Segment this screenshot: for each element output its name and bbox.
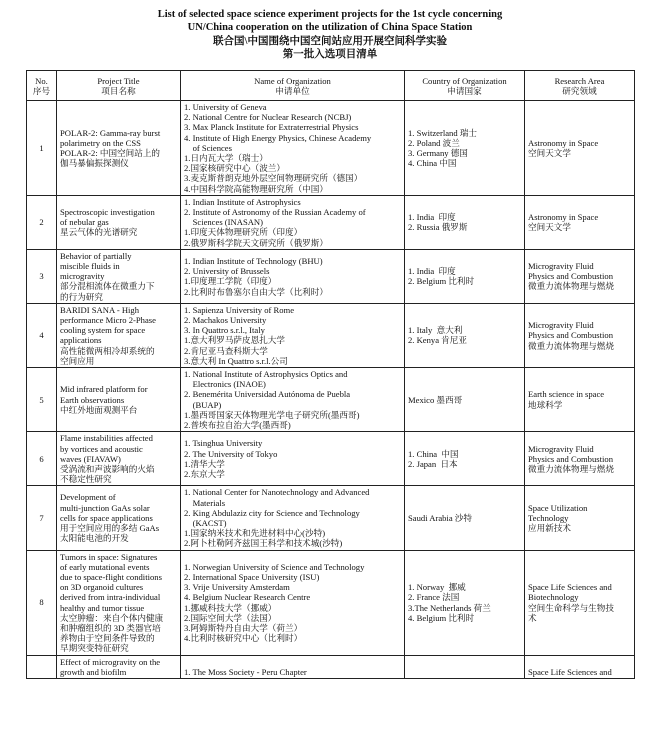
title-line-2: UN/China cooperation on the utilization of China Space Station: [187, 22, 473, 33]
org-line: 1.国家纳米技术和先进材料中心(沙特): [184, 528, 326, 539]
title-line: derived from intra-individual: [60, 592, 161, 603]
org-line: 2. University of Brussels: [184, 266, 270, 277]
title-line: POLAR-2: 中国空间站上的: [60, 147, 161, 158]
area-line: Earth science in space: [528, 389, 605, 400]
org-line: 1. The Moss Society - Peru Chapter: [184, 666, 307, 677]
country-line: 1. India 印度: [408, 212, 456, 223]
cell-title: [57, 368, 181, 432]
cell-no: 5: [27, 368, 57, 432]
title-line: performance Micro 2-Phase: [60, 315, 156, 326]
org-line: 2.比利时布鲁塞尔自由大学（比利时）: [184, 286, 328, 297]
org-line: Materials: [184, 497, 226, 508]
country-line: 1. India 印度: [408, 266, 456, 277]
org-line: 1.印度理工学院（印度）: [184, 276, 277, 287]
area-line: Space Life Sciences and: [528, 666, 612, 677]
table-row: [27, 432, 635, 486]
cell-no: 7: [27, 486, 57, 550]
org-line: 2. National Centre for Nuclear Research (NCBJ): [184, 112, 352, 123]
org-line: 2. King Abdulaziz city for Science and Technology: [184, 507, 360, 518]
cell-org: [181, 101, 405, 196]
country-line: 2. Belgium 比利时: [408, 276, 475, 287]
cell-org: [181, 303, 405, 367]
title-line: 空间应用: [60, 355, 95, 366]
title-line: on 3D organoid cultures: [60, 582, 144, 593]
area-line: Physics and Combustion: [528, 330, 613, 341]
org-line: 2.国际空间大学（法国）: [184, 612, 277, 623]
area-line: Microgravity Fluid: [528, 261, 594, 272]
org-line: 4.比利时核研究中心（比利时）: [184, 633, 303, 644]
title-line: Mid infrared platform for: [60, 384, 148, 395]
org-line: 1. University of Geneva: [184, 102, 267, 112]
table-row: [27, 368, 635, 432]
cell-no: 8: [27, 550, 57, 655]
org-line: 3.阿姆斯特丹自由大学（荷兰）: [184, 622, 303, 633]
country-line: 2. France 法国: [408, 592, 460, 603]
org-line: 1. Indian Institute of Technology (BHU): [184, 255, 323, 266]
cell-country: [405, 368, 525, 432]
country-line: 1. Norway 挪威: [408, 582, 466, 593]
country-line: 1. Switzerland 瑞士: [408, 127, 477, 138]
cell-area: [525, 195, 635, 249]
title-line: by vortices and acoustic: [60, 443, 143, 454]
cell-area: [525, 101, 635, 196]
title-line: Tumors in space: Signatures: [60, 551, 158, 562]
title-line: Behavior of partially: [60, 250, 132, 261]
area-line: Astronomy in Space: [528, 137, 599, 148]
area-line: 微重力流体物理与燃烧: [528, 463, 614, 474]
title-line: 太阳能电池的开发: [60, 533, 129, 544]
title-line-3: 联合国\中国围绕中国空间站应用开展空间科学实验: [213, 36, 447, 47]
title-line: Flame instabilities affected: [60, 433, 153, 444]
country-line: 3.The Netherlands 荷兰: [408, 602, 491, 613]
header-title: Project Title 项目名称: [57, 71, 181, 101]
org-line: 4. Institute of High Energy Physics, Chinese Academy: [184, 132, 372, 143]
cell-area: [525, 303, 635, 367]
cell-country: [405, 550, 525, 655]
table-row: [27, 195, 635, 249]
org-line: 1. National Institute of Astrophysics Optics and: [184, 369, 348, 380]
cell-area: [525, 368, 635, 432]
area-line: Microgravity Fluid: [528, 443, 594, 454]
cell-title: [57, 432, 181, 486]
org-line: 2.肯尼亚马查科斯大学: [184, 345, 268, 356]
table-row: [27, 303, 635, 367]
title-line: 太空肿瘤：来自个体内健康: [60, 612, 164, 623]
org-line: 2. Benemérita Universidad Autónoma de Puebla: [184, 389, 351, 400]
cell-country: [405, 101, 525, 196]
org-line: 2. International Space University (ISU): [184, 571, 320, 582]
cell-area: [525, 486, 635, 550]
org-line: 2. Institute of Astronomy of the Russian Academy of: [184, 207, 366, 218]
table-row: [27, 655, 635, 678]
title-line: 的行为研究: [60, 291, 103, 302]
cell-country: [405, 249, 525, 303]
cell-country: [405, 486, 525, 550]
table-row: [27, 249, 635, 303]
org-line: 1.日内瓦大学（瑞士）: [184, 153, 268, 164]
title-line: of nebular gas: [60, 217, 109, 228]
org-line: 3.麦克斯普朗克地外层空间物理研究所（德国）: [184, 173, 363, 184]
org-line: 1.意大利罗马萨皮恩扎大学: [184, 335, 285, 346]
cell-title: [57, 101, 181, 196]
title-line: microgravity: [60, 271, 105, 282]
area-line: Physics and Combustion: [528, 453, 613, 464]
table-row: [27, 101, 635, 196]
title-line: growth and biofilm: [60, 666, 127, 677]
area-line: Technology: [528, 512, 569, 523]
org-line: 3. Max Planck Institute for Extraterrestrial Physics: [184, 122, 359, 133]
title-line: 不稳定性研究: [60, 474, 112, 485]
country-line: 3. Germany 德国: [408, 147, 468, 158]
cell-no: [27, 655, 57, 678]
area-line: 空间生命科学与生物技: [528, 602, 614, 613]
cell-org: [181, 432, 405, 486]
org-line: Electronics (INAOE): [184, 379, 266, 390]
country-line: 2. Kenya 肯尼亚: [408, 335, 467, 346]
country-line: 2. Japan 日本: [408, 458, 458, 469]
cell-area: [525, 550, 635, 655]
title-line: due to space-flight conditions: [60, 571, 162, 582]
cell-org: [181, 368, 405, 432]
area-line: 术: [528, 612, 537, 623]
org-line: 1.印度天体物理研究所（印度）: [184, 227, 303, 238]
title-line: 中红外地面观测平台: [60, 404, 138, 415]
org-line: 1. Tsinghua University: [184, 438, 263, 449]
org-line: 1.清华大学: [184, 458, 225, 469]
country-line: 2. Poland 波兰: [408, 137, 460, 148]
org-line: [184, 657, 401, 667]
org-line: 2.阿卜杜勒阿齐兹国王科学和技术城(沙特): [184, 538, 343, 549]
cell-no: 2: [27, 195, 57, 249]
cell-org: [181, 249, 405, 303]
title-line: multi-junction GaAs solar: [60, 502, 150, 513]
country-line: Mexico 墨西哥: [408, 394, 463, 405]
title-line-4: 第一批入选项目清单: [282, 49, 378, 60]
cell-title: [57, 195, 181, 249]
org-line: (KACST): [184, 517, 227, 528]
header-no: No. 序号: [27, 71, 57, 101]
org-line: 3. In Quattro s.r.l., Italy: [184, 325, 265, 336]
title-line: Spectroscopic investigation: [60, 207, 155, 218]
table-row: [27, 550, 635, 655]
country-line: Saudi Arabia 沙特: [408, 512, 472, 523]
title-line: miscible fluids in: [60, 261, 120, 272]
cell-country: [405, 303, 525, 367]
title-line: cells for space applications: [60, 512, 153, 523]
title-line: waves (FIAVAW): [60, 453, 121, 464]
org-line: 2.东京大学: [184, 469, 225, 479]
org-line: of Sciences: [184, 142, 232, 153]
cell-org: [181, 655, 405, 678]
area-line: 应用新技术: [528, 523, 571, 534]
title-line: of early mutational events: [60, 561, 150, 572]
title-line: healthy and tumor tissue: [60, 602, 145, 613]
title-line-1: List of selected space science experiment projects for the 1st cycle concerning: [157, 9, 503, 20]
area-line: 空间天文学: [528, 222, 571, 233]
cell-country: [405, 655, 525, 678]
title-line: 受涡流和声波影响的火焰: [60, 463, 155, 474]
area-line: 微重力流体物理与燃烧: [528, 340, 614, 351]
area-line: Microgravity Fluid: [528, 320, 594, 331]
country-line: [408, 662, 521, 672]
cell-area: [525, 249, 635, 303]
org-line: 3.意大利 In Quattro s.r.l.公司: [184, 355, 288, 366]
org-line: 1. Norwegian University of Science and Technology: [184, 561, 365, 572]
title-line: BARIDI SANA - High: [60, 304, 140, 315]
cell-title: [57, 249, 181, 303]
cell-country: [405, 195, 525, 249]
org-line: 1. Indian Institute of Astrophysics: [184, 196, 301, 207]
area-line: Astronomy in Space: [528, 212, 599, 223]
area-line: Space Utilization: [528, 502, 588, 513]
title-line: Effect of microgravity on the: [60, 656, 161, 667]
header-country: Country of Organization 申请国家: [405, 71, 525, 101]
table-header-row: [27, 71, 635, 101]
title-line: 早期突变特征研究: [60, 643, 129, 654]
title-line: 高性能微两相冷却系统的: [60, 345, 155, 356]
org-line: 3. Vrije University Amsterdam: [184, 582, 290, 593]
projects-table: [26, 70, 635, 679]
org-line: (BUAP): [184, 399, 222, 410]
area-line: Space Life Sciences and: [528, 582, 612, 593]
title-line: 和肿瘤组织的 3D 类器官培: [60, 622, 161, 633]
title-line: polarimetry on the CSS: [60, 137, 141, 148]
cell-title: [57, 550, 181, 655]
title-line: 伽马暴偏振探测仪: [60, 158, 129, 169]
table-row: [27, 486, 635, 550]
area-line: Biotechnology: [528, 592, 579, 603]
title-line: applications: [60, 335, 102, 346]
title-line: Earth observations: [60, 394, 125, 405]
cell-title: [57, 486, 181, 550]
org-line: 4. Belgium Nuclear Research Centre: [184, 592, 311, 603]
cell-org: [181, 486, 405, 550]
title-line: 部分混相流体在微重力下: [60, 281, 155, 292]
org-line: 4.中国科学院高能物理研究所（中国）: [184, 183, 328, 194]
cell-area: [525, 432, 635, 486]
header-org: Name of Organization 申请单位: [181, 71, 405, 101]
country-line: 4. Belgium 比利时: [408, 612, 475, 623]
area-line: 地球科学: [528, 399, 563, 410]
area-line: Physics and Combustion: [528, 271, 613, 282]
org-line: 2.普埃布拉自治大学(墨西哥): [184, 420, 291, 431]
org-line: 1. Sapienza University of Rome: [184, 304, 295, 315]
title-line: POLAR-2: Gamma-ray burst: [60, 127, 161, 138]
cell-no: 6: [27, 432, 57, 486]
title-line: 养物由于空间条件导致的: [60, 633, 155, 644]
country-line: 1. China 中国: [408, 448, 459, 459]
area-line: [528, 657, 631, 667]
cell-no: 3: [27, 249, 57, 303]
org-line: 2. The University of Tokyo: [184, 448, 278, 459]
title-line: Development of: [60, 492, 116, 503]
title-line: 星云气体的光谱研究: [60, 227, 138, 238]
area-line: 微重力流体物理与燃烧: [528, 281, 614, 292]
org-line: 1. National Center for Nanotechnology and Advanced: [184, 487, 370, 498]
cell-org: [181, 550, 405, 655]
country-line: 4. China 中国: [408, 158, 457, 169]
cell-no: 1: [27, 101, 57, 196]
org-line: 1.挪威科技大学（挪威）: [184, 602, 277, 613]
country-line: 1. Italy 意大利: [408, 325, 463, 336]
cell-no: 4: [27, 303, 57, 367]
title-line: cooling system for space: [60, 325, 146, 336]
area-line: 空间天文学: [528, 147, 571, 158]
cell-title: [57, 303, 181, 367]
org-line: 2.国家核研究中心（波兰）: [184, 163, 285, 174]
org-line: Sciences (INASAN): [184, 217, 263, 228]
cell-title: [57, 655, 181, 678]
country-line: 2. Russia 俄罗斯: [408, 222, 468, 233]
org-line: 1.墨西哥国家天体物理光学电子研究所(墨西哥): [184, 409, 360, 420]
cell-org: [181, 195, 405, 249]
header-area: Research Area 研究领域: [525, 71, 635, 101]
cell-area: [525, 655, 635, 678]
org-line: 2.俄罗斯科学院天文研究所（俄罗斯）: [184, 237, 328, 248]
title-line: 用于空间应用的多结 GaAs: [60, 523, 160, 534]
org-line: 2. Machakos University: [184, 315, 267, 326]
cell-country: [405, 432, 525, 486]
